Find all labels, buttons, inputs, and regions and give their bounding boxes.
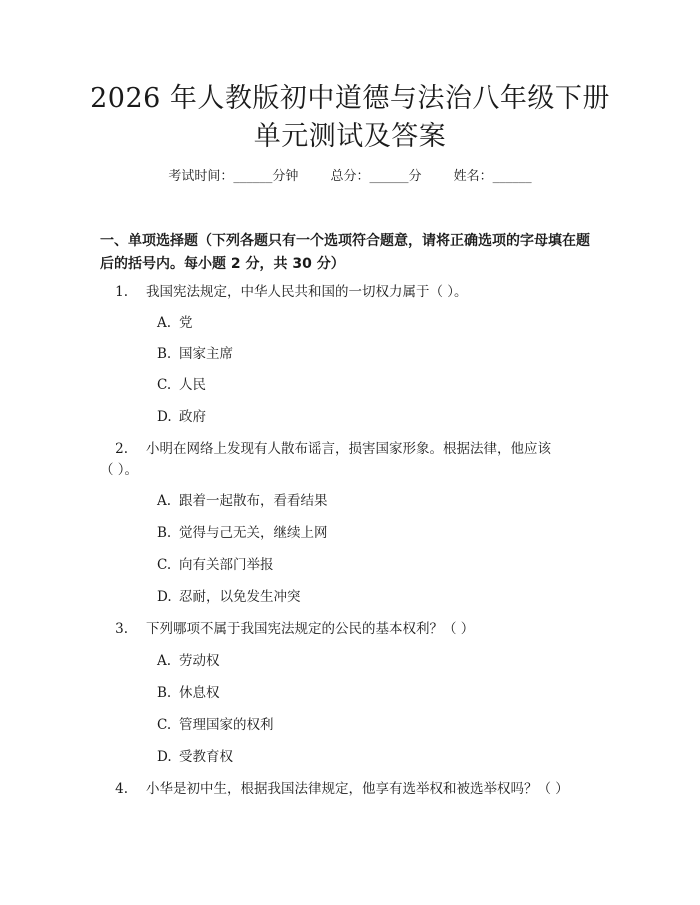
option-letter: A. (157, 493, 172, 509)
question-number: 3. (115, 621, 128, 637)
option-text: 政府 (179, 409, 206, 425)
exam-time-field: 考试时间：______分钟 (168, 169, 299, 184)
total-score-field: 总分：______分 (330, 169, 422, 184)
option (157, 522, 328, 544)
option-letter: B. (157, 685, 172, 701)
option (157, 374, 206, 396)
option-letter: A. (157, 653, 172, 669)
option (157, 312, 193, 334)
option (157, 554, 274, 576)
option-text: 国家主席 (179, 346, 233, 362)
option-text: 觉得与己无关，继续上网 (179, 525, 328, 541)
option-letter: D. (157, 409, 172, 425)
question-text-continued: （ ）。 (100, 462, 139, 478)
question-text: 小明在网络上发现有人散布谣言，损害国家形象。根据法律，他应该 (146, 441, 551, 457)
question-3 (100, 618, 590, 640)
question-number: 2. (115, 441, 128, 457)
option-letter: D. (157, 589, 172, 605)
question-2 (100, 438, 590, 460)
option (157, 714, 274, 736)
option-letter: C. (157, 377, 172, 393)
question-number: 1. (115, 284, 128, 300)
option-text: 忍耐，以免发生冲突 (179, 589, 301, 605)
option (157, 490, 328, 512)
question-text: 小华是初中生，根据我国法律规定，他享有选举权和被选举权吗？（ ） (146, 781, 569, 797)
student-name-field: 姓名：______ (453, 169, 532, 184)
question-number: 4. (115, 781, 128, 797)
section-heading: 一、单项选择题（下列各题只有一个选项符合题意，请将正确选项的字母填在题后的括号内。每小题 2 分，共 30 分） (100, 233, 590, 272)
option-letter: C. (157, 717, 172, 733)
option (157, 586, 301, 608)
option-letter: A. (157, 315, 172, 331)
question-text: 下列哪项不属于我国宪法规定的公民的基本权利？（ ） (146, 621, 475, 637)
option (157, 682, 220, 704)
question-2-continued (100, 459, 590, 481)
option-text: 受教育权 (179, 749, 233, 765)
question-4 (100, 778, 590, 800)
option-letter: C. (157, 557, 172, 573)
question-text: 我国宪法规定，中华人民共和国的一切权力属于（ ）。 (146, 284, 468, 300)
option (157, 406, 206, 428)
question-1 (100, 281, 590, 303)
option-text: 管理国家的权利 (179, 717, 274, 733)
option-text: 向有关部门举报 (179, 557, 274, 573)
exam-info-line (0, 167, 700, 187)
option-text: 党 (179, 315, 193, 331)
option-text: 跟着一起散布，看看结果 (179, 493, 328, 509)
option-text: 劳动权 (179, 653, 220, 669)
option (157, 650, 220, 672)
option (157, 746, 233, 768)
option (157, 343, 233, 365)
option-letter: B. (157, 346, 172, 362)
option-letter: D. (157, 749, 172, 765)
option-text: 人民 (179, 377, 206, 393)
document-title: 2026 年人教版初中道德与法治八年级下册单元测试及答案 (90, 83, 610, 152)
option-text: 休息权 (179, 685, 220, 701)
option-letter: B. (157, 525, 172, 541)
